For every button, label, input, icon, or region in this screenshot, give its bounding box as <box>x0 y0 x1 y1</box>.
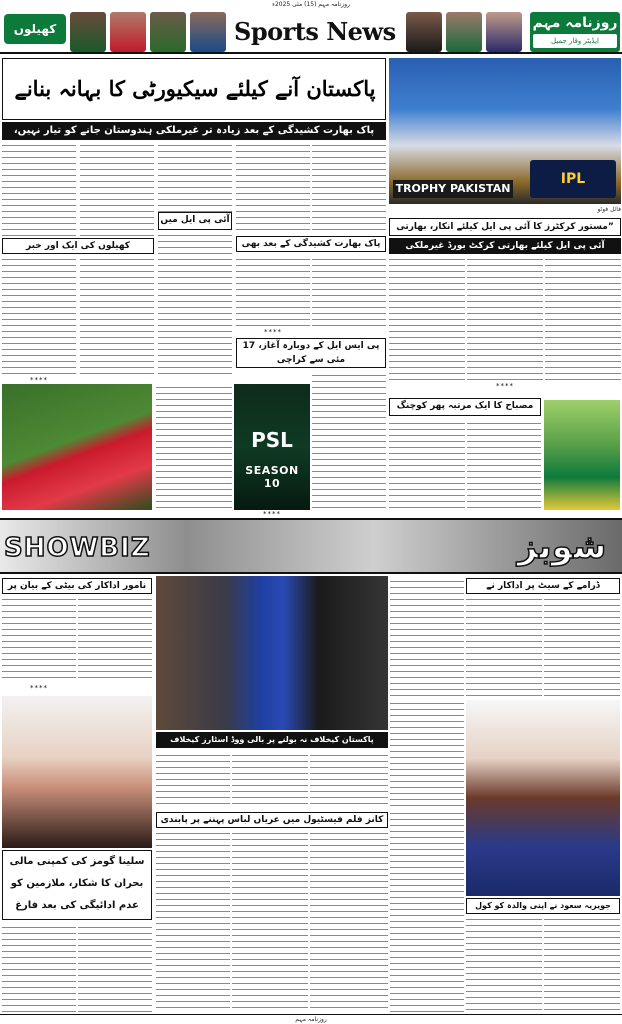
text-column-9 <box>156 384 232 510</box>
player-headshot-6 <box>446 12 482 52</box>
col-right-top-head: پاک بھارت کشیدگی کے بعد بھی <box>236 236 386 252</box>
text-column-4a <box>236 142 310 232</box>
col-left-head: کھیلوں کی ایک اور خبر <box>2 238 154 254</box>
stars-divider: **** <box>30 684 48 692</box>
player-headshot-4 <box>190 12 226 52</box>
text-column-10 <box>312 372 386 510</box>
kings-xi-photo <box>2 384 152 510</box>
showbiz-urdu-title: شوبز <box>517 527 607 567</box>
misbah-photo <box>544 400 620 510</box>
text-column-12 <box>467 420 541 510</box>
player-headshot-5 <box>406 12 442 52</box>
text-column-16 <box>466 596 542 698</box>
stars-divider: **** <box>496 382 514 390</box>
cannes-head: کانز فلم فیسٹیول میں عریاں لباس پہننے پر پابندی <box>156 812 388 828</box>
text-column-18 <box>156 752 230 808</box>
paper-name: روزنامہ مہم <box>532 15 618 31</box>
text-column-5a <box>312 142 386 232</box>
ipl-logo: IPL <box>530 160 616 198</box>
text-column-23 <box>232 830 308 1012</box>
player-headshot-1 <box>70 12 106 52</box>
javeria-saud-photo <box>466 700 620 896</box>
text-column-11 <box>389 420 465 510</box>
text-column-20 <box>310 752 388 808</box>
col-mid-head: آئی پی ایل میں <box>158 212 232 230</box>
player-headshot-7 <box>486 12 522 52</box>
selena-gomez-photo <box>2 696 152 848</box>
text-column-7 <box>467 256 543 380</box>
footer-strip: روزنامہ مہم <box>0 1014 622 1024</box>
psl-photo <box>234 384 310 510</box>
trophy-banner: TROPHY PAKISTAN <box>393 180 513 198</box>
stars-divider: **** <box>263 510 281 518</box>
paper-logo <box>530 12 620 52</box>
text-column-29 <box>544 916 620 1012</box>
text-column-2 <box>80 142 154 378</box>
javeria-head: جویریہ سعود نے اپنی والدہ کو کول <box>466 898 620 914</box>
text-column-15 <box>390 578 464 698</box>
psl-head: پی ایس ایل کے دوبارہ آغاز، 17 مئی سے کراچی <box>236 338 386 368</box>
editor-name: ایڈیٹر وقار جمیل <box>533 34 617 48</box>
showbiz-title: SHOWBIZ <box>4 533 151 563</box>
lead-headline: پاکستان آنے کیلئے سیکیورٹی کا بہانہ بنانے <box>14 76 376 101</box>
section-title: Sports News <box>234 17 396 46</box>
pak-police-head: پاکستان کیخلاف نہ بولنے پر بالی ووڈ اسٹارز کیخلاف <box>156 732 388 748</box>
text-column-4b <box>236 256 310 328</box>
text-column-1 <box>2 142 76 378</box>
text-column-6 <box>389 256 465 380</box>
text-column-25 <box>390 810 464 1012</box>
player-headshot-3 <box>150 12 186 52</box>
text-column-28 <box>466 916 542 1012</box>
text-column-19 <box>232 752 308 808</box>
text-column-14 <box>78 596 152 682</box>
showbiz-head-left: نامور اداکار کی بیٹی کے بیان پر <box>2 578 152 594</box>
selena-caption: سلینا گومز کی کمپنی مالی بحران کا شکار، ملازمین کو عدم ادائیگی کی بعد فارغ <box>2 850 152 920</box>
stars-divider: **** <box>30 376 48 384</box>
ipl-quote-head: ”مستور کرکٹرز کا آئی پی ایل کیلئے انکار، بھارتی <box>389 218 621 236</box>
psl-season-text: SEASON 10 <box>245 464 299 490</box>
misbah-head: مصباح کا ایک مرتبہ پھر کوچنگ <box>389 398 541 416</box>
photo-caption: فائل فوٹو <box>597 206 621 213</box>
bollywood-stars-photo <box>156 576 388 730</box>
text-column-17 <box>544 596 620 698</box>
lead-subhead: پاک بھارت کشیدگی کے بعد زیادہ تر غیرملکی ہندوستان جانے کو تیار نہیں، <box>2 122 386 140</box>
text-column-22 <box>156 830 230 1012</box>
showbiz-head-right: ڈرامے کے سیٹ پر اداکار نے <box>466 578 620 594</box>
text-column-8 <box>545 256 621 380</box>
text-column-3 <box>158 142 232 378</box>
player-headshot-2 <box>110 12 146 52</box>
ipl-headline: آئی پی ایل کیلئے بھارتی کرکٹ بورڈ غیرملکی <box>389 238 621 254</box>
stars-divider: **** <box>264 328 282 336</box>
text-column-24 <box>310 830 388 1012</box>
text-column-13 <box>2 596 76 682</box>
text-column-27 <box>78 924 152 1012</box>
text-column-21 <box>390 700 464 808</box>
text-column-5b <box>312 256 386 328</box>
sports-badge: کھیلوں <box>4 14 66 44</box>
date-strip: روزنامہ مہم (15) مئی 2025ء <box>0 0 622 10</box>
text-column-26 <box>2 924 76 1012</box>
psl-logo-text: PSL <box>251 428 293 452</box>
